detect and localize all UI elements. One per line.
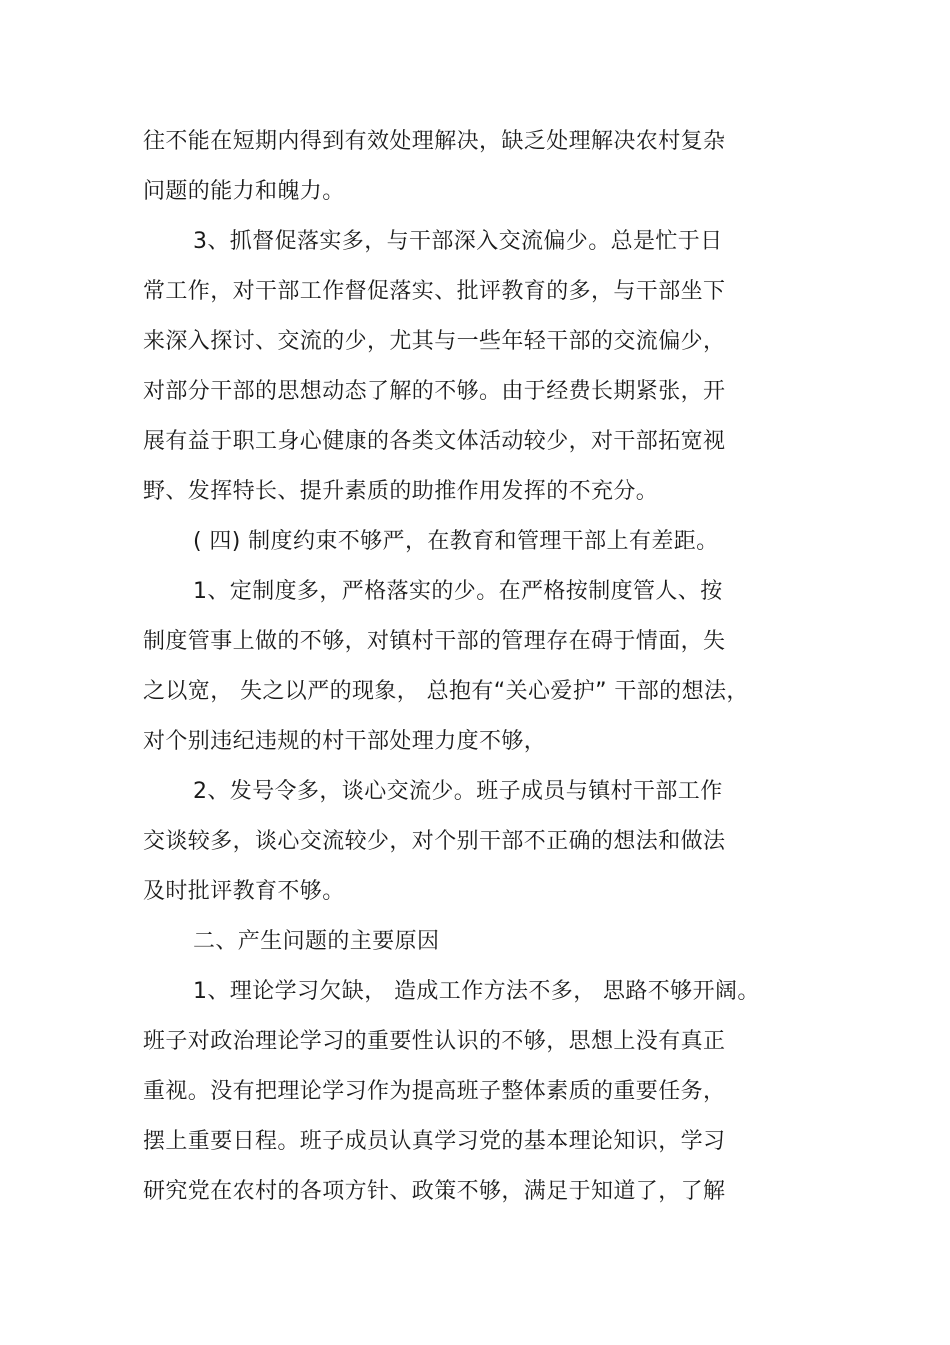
- text-line: 野、发挥特长、提升素质的助推作用发挥的不充分。: [143, 479, 659, 504]
- section-heading: 二、产生问题的主要原因: [193, 929, 440, 954]
- text-line: 研究党在农村的各项方针、政策不够，满足于知道了，了解: [143, 1179, 726, 1204]
- text-line: 对个别违纪违规的村干部处理力度不够，: [143, 729, 547, 754]
- text-line: 对部分干部的思想动态了解的不够。由于经费长期紧张，开: [143, 379, 726, 404]
- text-line: 问题的能力和魄力。: [143, 179, 345, 204]
- text-line: 展有益于职工身心健康的各类文体活动较少，对干部拓宽视: [143, 429, 726, 454]
- text-line: 1、理论学习欠缺， 造成工作方法不多， 思路不够开阔。: [193, 979, 760, 1004]
- text-line: 制度管事上做的不够，对镇村干部的管理存在碍于情面，失: [143, 629, 726, 654]
- text-line: 班子对政治理论学习的重要性认识的不够，思想上没有真正: [143, 1029, 726, 1054]
- section-heading: ( 四) 制度约束不够严，在教育和管理干部上有差距。: [193, 529, 719, 554]
- text-line: 1、定制度多，严格落实的少。在严格按制度管人、按: [193, 579, 723, 604]
- text-line: 及时批评教育不够。: [143, 879, 345, 904]
- text-line: 来深入探讨、交流的少，尤其与一些年轻干部的交流偏少，: [143, 329, 726, 354]
- text-line: 3、抓督促落实多，与干部深入交流偏少。总是忙于日: [193, 229, 723, 254]
- text-line: 重视。没有把理论学习作为提高班子整体素质的重要任务，: [143, 1079, 726, 1104]
- text-line: 交谈较多，谈心交流较少，对个别干部不正确的想法和做法: [143, 829, 726, 854]
- text-line: 之以宽， 失之以严的现象， 总抱有“关心爱护” 干部的想法，: [143, 679, 749, 704]
- text-line: 2、发号令多，谈心交流少。班子成员与镇村干部工作: [193, 779, 723, 804]
- text-line: 摆上重要日程。班子成员认真学习党的基本理论知识，学习: [143, 1129, 726, 1154]
- text-line: 常工作，对干部工作督促落实、批评教育的多，与干部坐下: [143, 279, 726, 304]
- text-line: 往不能在短期内得到有效处理解决，缺乏处理解决农村复杂: [143, 129, 726, 154]
